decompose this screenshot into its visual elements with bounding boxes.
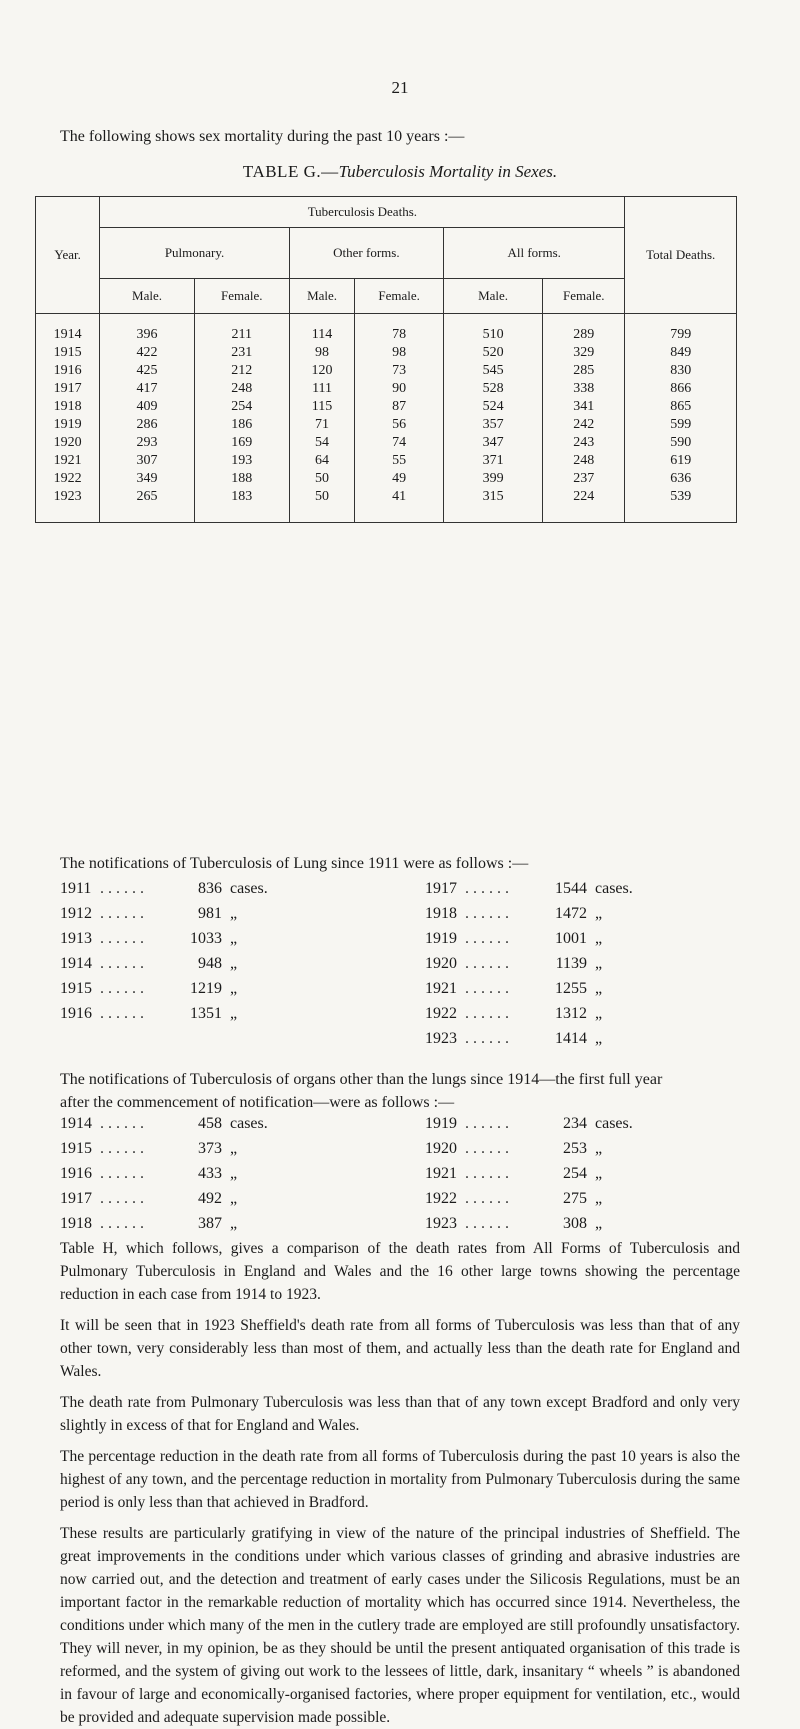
table-cell: 590 [625,434,737,452]
header-male: Male. [100,279,194,314]
paragraph: It will be seen that in 1923 Sheffield's death rate from all forms of Tuberculosis was less than that of any other town, very considerably less than most of them, and actually less than the death rate for England and Wales. [60,1317,740,1380]
table-cell: 357 [443,416,542,434]
table-cell: 1919 [36,416,100,434]
list-count: 492 [198,1190,222,1207]
list-year: 1922 [425,1005,457,1022]
organs-list-right [425,1111,633,1236]
table-cell: 41 [355,488,444,523]
table-cell: 50 [289,488,355,523]
list-item [425,1136,633,1161]
table-cell: 285 [543,362,625,380]
table-cell: 417 [100,380,194,398]
table-cell: 1922 [36,470,100,488]
table-cell: 98 [355,344,444,362]
list-count: 1001 [555,930,587,947]
table-cell: 73 [355,362,444,380]
list-item [425,901,633,926]
table-row [36,398,737,416]
table-row [36,362,737,380]
table-cell: 243 [543,434,625,452]
table-cell: 347 [443,434,542,452]
table-cell: 55 [355,452,444,470]
table-cell: 78 [355,314,444,345]
table-cell: 307 [100,452,194,470]
list-unit: „ [230,955,238,972]
header-male: Male. [443,279,542,314]
list-unit: „ [595,905,603,922]
leader-dots: . . . . . . [100,905,144,922]
paragraph: Table H, which follows, gives a comparison of the death rates from All Forms of Tuberculosis and Pulmonary Tuberculosis in England and Wales and the 16 other large towns showing the percentage reduction in each case from 1914 to 1923. [60,1240,740,1303]
header-female: Female. [194,279,289,314]
table-cell: 265 [100,488,194,523]
list-item [425,926,633,951]
list-unit: „ [595,1005,603,1022]
list-year: 1921 [425,980,457,997]
table-cell: 64 [289,452,355,470]
table-cell: 224 [543,488,625,523]
list-unit: „ [595,1140,603,1157]
table-cell: 315 [443,488,542,523]
list-year: 1911 [60,880,92,897]
table-cell: 520 [443,344,542,362]
table-cell: 409 [100,398,194,416]
leader-dots: . . . . . . [465,1030,509,1047]
leader-dots: . . . . . . [465,880,509,897]
list-item [425,1211,633,1236]
table-body [36,314,737,523]
table-cell: 849 [625,344,737,362]
list-item [60,1136,268,1161]
table-cell: 293 [100,434,194,452]
table-title-prefix: TABLE G.— [242,162,339,181]
intro-text: The following shows sex mortality during the past 10 years :— [60,128,465,145]
table-title-italic: Tuberculosis Mortality in Sexes. [338,162,558,181]
list-unit: „ [230,1190,238,1207]
paragraph: The death rate from Pulmonary Tuberculosis was less than that of any town except Bradford and only very slightly in excess of that for England and Wales. [60,1394,740,1434]
table-cell: 830 [625,362,737,380]
organs-notifications-heading [60,1068,662,1114]
table-cell: 1923 [36,488,100,523]
table-cell: 248 [194,380,289,398]
list-item [425,976,633,1001]
organs-heading-line1: The notifications of Tuberculosis of organs other than the lungs since 1914—the first full year [60,1071,663,1088]
list-count: 1219 [190,980,222,997]
table-cell: 237 [543,470,625,488]
leader-dots: . . . . . . [100,1140,144,1157]
list-count: 1351 [190,1005,222,1022]
list-year: 1919 [425,1115,457,1132]
list-item [60,1186,268,1211]
table-row [36,344,737,362]
list-year: 1920 [425,955,457,972]
list-item [425,1161,633,1186]
list-unit: „ [595,930,603,947]
list-year: 1916 [60,1165,92,1182]
list-item [425,1001,633,1026]
paragraph: These results are particularly gratifying in view of the nature of the principal industries of Sheffield. The great improvements in the conditions under which various classes of grinding and abrasive industries are now carried out, and the detection and treatment of early cases under the Silicosis Regulations, must be an important factor in the remarkable reduction of mortality which has occurred since 1914. Nevertheless, the conditions under which many of the men in the cutlery trade are employed are still profoundly unsatisfactory. They will never, in my opinion, be as they should be until the present antiquated organisation of this trade is reformed, and the system of giving out work to the lessees of little, dark, insanitary “ wheels ” is abandoned in favour of large and economically-organised factories, where proper equipment for ventilation, etc., would be provided and adequate supervision made possible. [60,1525,740,1726]
leader-dots: . . . . . . [465,1190,509,1207]
list-unit: „ [230,905,238,922]
header-pulmonary: Pulmonary. [100,228,289,279]
leader-dots: . . . . . . [100,880,144,897]
table-cell: 50 [289,470,355,488]
list-unit: „ [230,930,238,947]
table-cell: 1915 [36,344,100,362]
tuberculosis-mortality-table [35,196,737,523]
list-year: 1918 [425,905,457,922]
list-item [425,1186,633,1211]
header-other-forms: Other forms. [289,228,443,279]
table-cell: 248 [543,452,625,470]
list-item [425,1026,633,1051]
list-year: 1913 [60,930,92,947]
list-item [60,1001,268,1026]
leader-dots: . . . . . . [100,955,144,972]
table-cell: 231 [194,344,289,362]
table-cell: 865 [625,398,737,416]
list-item [60,951,268,976]
list-year: 1920 [425,1140,457,1157]
header-female: Female. [543,279,625,314]
leader-dots: . . . . . . [465,1165,509,1182]
table-row [36,452,737,470]
list-year: 1915 [60,1140,92,1157]
table-cell: 49 [355,470,444,488]
list-year: 1917 [60,1190,92,1207]
header-male: Male. [289,279,355,314]
list-count: 1312 [555,1005,587,1022]
list-unit: cases. [595,880,633,897]
table-cell: 74 [355,434,444,452]
leader-dots: . . . . . . [465,1140,509,1157]
leader-dots: . . . . . . [465,930,509,947]
leader-dots: . . . . . . [465,905,509,922]
page-number: 21 [391,78,409,97]
list-year: 1916 [60,1005,92,1022]
table-cell: 524 [443,398,542,416]
table-cell: 422 [100,344,194,362]
list-item [425,1111,633,1136]
list-count: 1033 [190,930,222,947]
list-unit: cases. [230,880,268,897]
table-cell: 114 [289,314,355,345]
table-cell: 289 [543,314,625,345]
leader-dots: . . . . . . [465,1115,509,1132]
table-cell: 1917 [36,380,100,398]
list-count: 373 [198,1140,222,1157]
list-count: 275 [563,1190,587,1207]
list-item [60,1161,268,1186]
list-unit: „ [595,1030,603,1047]
list-year: 1919 [425,930,457,947]
list-year: 1915 [60,980,92,997]
list-unit: „ [595,980,603,997]
list-count: 253 [563,1140,587,1157]
header-year: Year. [36,197,100,314]
list-count: 308 [563,1215,587,1232]
list-item [60,876,268,901]
list-count: 981 [198,905,222,922]
table-cell: 1918 [36,398,100,416]
list-unit: cases. [230,1115,268,1132]
lung-list-left [60,876,268,1026]
list-year: 1922 [425,1190,457,1207]
leader-dots: . . . . . . [100,1005,144,1022]
list-unit: „ [595,1215,603,1232]
leader-dots: . . . . . . [100,1165,144,1182]
table-cell: 341 [543,398,625,416]
list-item [425,951,633,976]
list-item [425,876,633,901]
list-unit: „ [595,1190,603,1207]
list-count: 836 [198,880,222,897]
table-cell: 71 [289,416,355,434]
leader-dots: . . . . . . [100,1215,144,1232]
table-cell: 193 [194,452,289,470]
table-row [36,434,737,452]
list-year: 1914 [60,1115,92,1132]
table-cell: 183 [194,488,289,523]
list-item [60,1211,268,1236]
table-cell: 111 [289,380,355,398]
list-item [60,976,268,1001]
table-cell: 636 [625,470,737,488]
header-tuberculosis-deaths: Tuberculosis Deaths. [100,197,625,228]
list-count: 433 [198,1165,222,1182]
table-cell: 329 [543,344,625,362]
table-title [0,162,800,182]
list-year: 1921 [425,1165,457,1182]
list-unit: „ [230,980,238,997]
list-unit: cases. [595,1115,633,1132]
table-cell: 528 [443,380,542,398]
table-cell: 211 [194,314,289,345]
list-unit: „ [230,1005,238,1022]
table-cell: 545 [443,362,542,380]
table-cell: 1921 [36,452,100,470]
table-row [36,314,737,345]
list-count: 948 [198,955,222,972]
list-year: 1923 [425,1030,457,1047]
table-cell: 349 [100,470,194,488]
list-count: 234 [563,1115,587,1132]
list-year: 1918 [60,1215,92,1232]
list-item [60,926,268,951]
list-count: 1414 [555,1030,587,1047]
table-cell: 866 [625,380,737,398]
table-cell: 539 [625,488,737,523]
list-count: 254 [563,1165,587,1182]
list-count: 458 [198,1115,222,1132]
table-cell: 619 [625,452,737,470]
leader-dots: . . . . . . [100,1190,144,1207]
table-cell: 242 [543,416,625,434]
table-cell: 188 [194,470,289,488]
table-cell: 799 [625,314,737,345]
list-year: 1917 [425,880,457,897]
table-cell: 1914 [36,314,100,345]
table-cell: 54 [289,434,355,452]
lung-list-right [425,876,633,1051]
table-cell: 120 [289,362,355,380]
organs-list-left [60,1111,268,1236]
table-cell: 98 [289,344,355,362]
table-cell: 186 [194,416,289,434]
leader-dots: . . . . . . [100,980,144,997]
table-row [36,488,737,523]
table-cell: 1916 [36,362,100,380]
leader-dots: . . . . . . [465,1215,509,1232]
leader-dots: . . . . . . [100,1115,144,1132]
table-cell: 399 [443,470,542,488]
paragraph: The percentage reduction in the death rate from all forms of Tuberculosis during the past 10 years is also the highest of any town, and the percentage reduction in mortality from Pulmonary Tuberculosis during the same period is only less than that achieved in Bradford. [60,1448,740,1511]
table-cell: 1920 [36,434,100,452]
list-item [60,901,268,926]
leader-dots: . . . . . . [465,955,509,972]
list-count: 1255 [555,980,587,997]
table-cell: 56 [355,416,444,434]
list-unit: „ [595,1165,603,1182]
leader-dots: . . . . . . [465,1005,509,1022]
list-count: 1544 [555,880,587,897]
organs-heading-line2: after the commencement of notification—were as follows :— [60,1094,455,1111]
leader-dots: . . . . . . [100,930,144,947]
list-year: 1912 [60,905,92,922]
list-unit: „ [230,1165,238,1182]
table-cell: 599 [625,416,737,434]
table-cell: 115 [289,398,355,416]
header-female: Female. [355,279,444,314]
table-row [36,380,737,398]
lung-notifications-heading: The notifications of Tuberculosis of Lung since 1911 were as follows :— [60,855,529,872]
table-row [36,470,737,488]
list-count: 1139 [555,955,587,972]
table-cell: 425 [100,362,194,380]
table-cell: 396 [100,314,194,345]
table-cell: 510 [443,314,542,345]
table-cell: 90 [355,380,444,398]
table-cell: 169 [194,434,289,452]
header-all-forms: All forms. [443,228,624,279]
list-unit: „ [230,1140,238,1157]
table-cell: 87 [355,398,444,416]
leader-dots: . . . . . . [465,980,509,997]
list-unit: „ [595,955,603,972]
table-cell: 254 [194,398,289,416]
table-cell: 371 [443,452,542,470]
list-unit: „ [230,1215,238,1232]
table-cell: 338 [543,380,625,398]
list-count: 387 [198,1215,222,1232]
table-cell: 286 [100,416,194,434]
table-row [36,416,737,434]
header-total-deaths: Total Deaths. [625,197,737,314]
list-item [60,1111,268,1136]
list-year: 1923 [425,1215,457,1232]
table-cell: 212 [194,362,289,380]
list-year: 1914 [60,955,92,972]
list-count: 1472 [555,905,587,922]
